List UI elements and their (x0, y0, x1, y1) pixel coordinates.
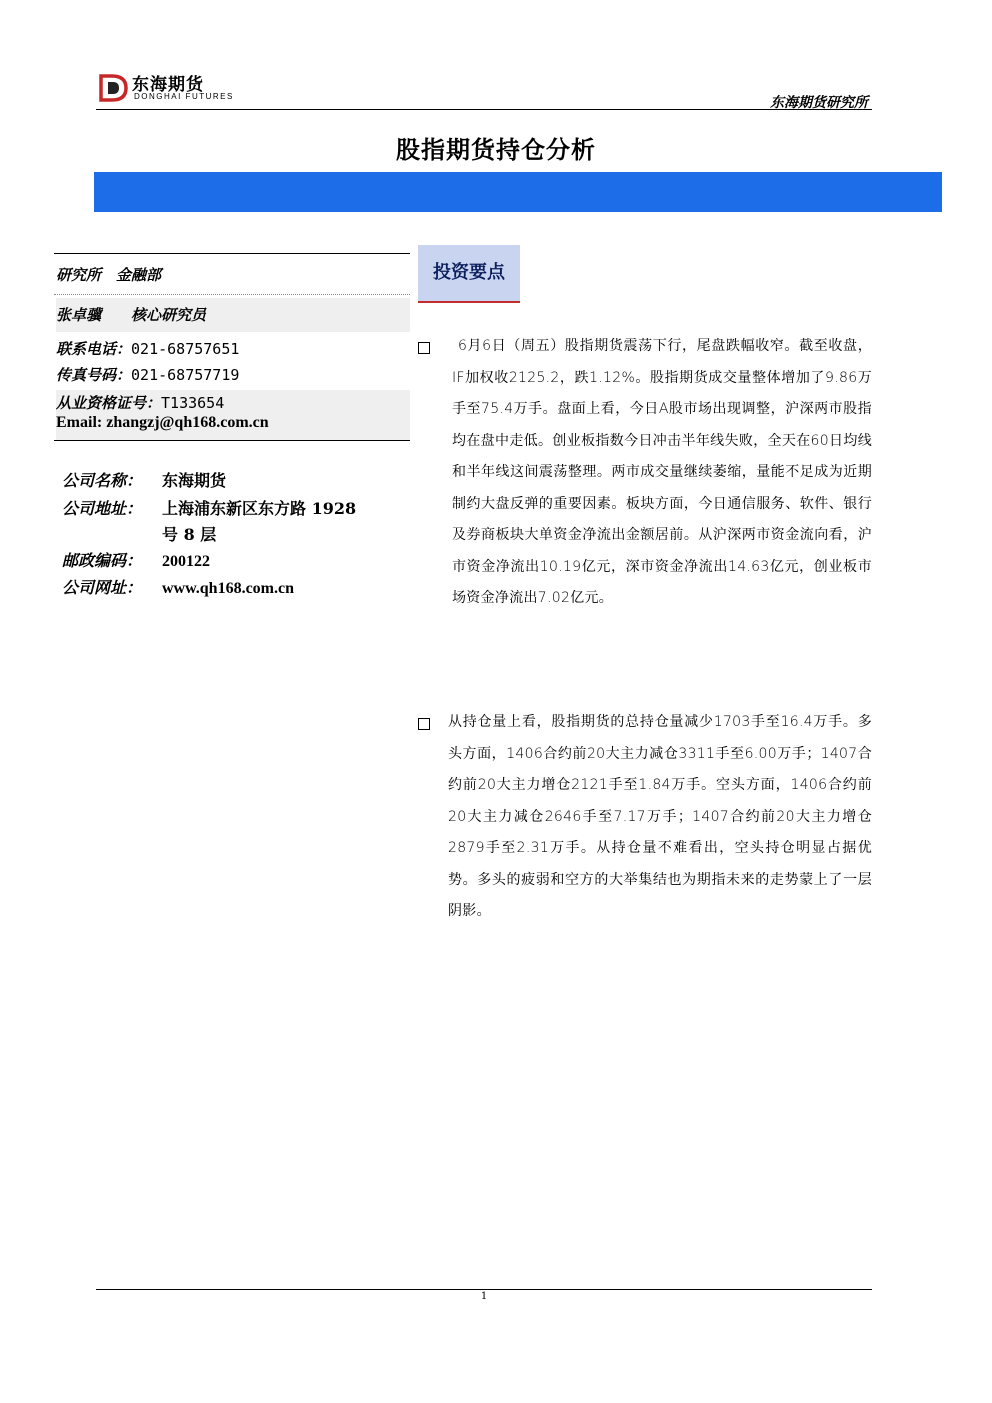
title-band (94, 172, 942, 212)
bullet-square-icon (418, 718, 430, 730)
company-name-label: 公司名称： (62, 471, 143, 490)
license-email-block (56, 390, 410, 440)
paragraph-market: 6月6日（周五）股指期货震荡下行，尾盘跌幅收窄。截至收盘，IF加权收2125.2，跌1.12%。股指期货成交量整体增加了9.86万手至75.4万手。盘面上看，今日A股市场出现调整，沪深两市股指均在盘中走低。创业板指数今日冲击半年线失败，全天在60日均线和半年线这间震荡整理。两市成交量继续萎缩，量能不足成为近期制约大盘反弹的重要因素。板块方面，今日通信服务、软件、银行及券商板块大单资金净流出金额居前。从沪深两市资金流向看，沪市资金净流出10.19亿元，深市资金净流出14.63亿元，创业板市场资金净流出7.02亿元。 (452, 338, 872, 606)
header-divider (96, 109, 872, 110)
institute-name: 东海期货研究所 (770, 95, 868, 111)
company-web-row (62, 575, 407, 598)
logo-text-en: DONGHAI FUTURES (134, 92, 234, 101)
license-label: 从业资格证号： (56, 394, 162, 412)
license-row (56, 390, 410, 413)
info-top-rule (54, 253, 410, 254)
company-name-value: 东海期货 (162, 471, 227, 490)
section-title: 投资要点 (433, 262, 505, 283)
logo-mark-icon (98, 72, 130, 104)
fax-value: 021-68757719 (131, 366, 240, 384)
company-zip-value: 200122 (162, 553, 210, 570)
company-name-row (62, 468, 407, 491)
company-address-line2: 号 8 层 (162, 525, 217, 544)
paragraph-positions-text: 从持仓量上看，股指期货的总持仓量减少1703手至16.4万手。多头方面，1406合约前20大主力减仓3311手至6.00万手；1407合约前20大主力增仓2121手至1.84万手。空头方面，1406合约前20大主力减仓2646手至7.17万手；1407合约前20大主力增仓2879手至2.31万手。从持仓量不难看出，空头持仓明显占据优势。多头的疲弱和空方的大举集结也为期指未来的走势蒙上了一层阴影。 (448, 714, 872, 919)
analyst-name-text: 张卓骥 核心研究员 (56, 306, 207, 324)
info-bottom-rule (54, 440, 410, 441)
info-divider (54, 294, 410, 295)
company-address-row (62, 496, 407, 548)
company-web-label: 公司网址： (62, 578, 143, 597)
company-web-link[interactable]: www.qh168.com.cn (162, 580, 295, 597)
company-address-label: 公司地址： (62, 499, 143, 518)
fax-label: 传真号码： (56, 366, 132, 384)
report-title: 股指期货持仓分析 (396, 136, 596, 164)
analyst-name (56, 298, 410, 332)
department: 研究所 金融部 (56, 266, 162, 284)
company-logo (98, 70, 238, 108)
bullet-square-icon (418, 342, 430, 354)
fax-row (56, 364, 410, 385)
license-value: T133654 (161, 394, 225, 412)
phone-value: 021-68757651 (131, 340, 240, 358)
page-number: 1 (480, 1291, 488, 1302)
company-zip-label: 邮政编码： (62, 551, 143, 570)
footer-divider (96, 1289, 872, 1290)
email-text: Email: zhangzj@qh168.com.cn (56, 414, 269, 431)
company-zip-row (62, 548, 407, 571)
phone-row (56, 338, 410, 359)
phone-label: 联系电话： (56, 340, 132, 358)
logo-text-cn: 东海期货 (132, 75, 204, 95)
paragraph-positions (448, 707, 872, 928)
company-address-line1: 上海浦东新区东方路 1928 (162, 499, 357, 518)
